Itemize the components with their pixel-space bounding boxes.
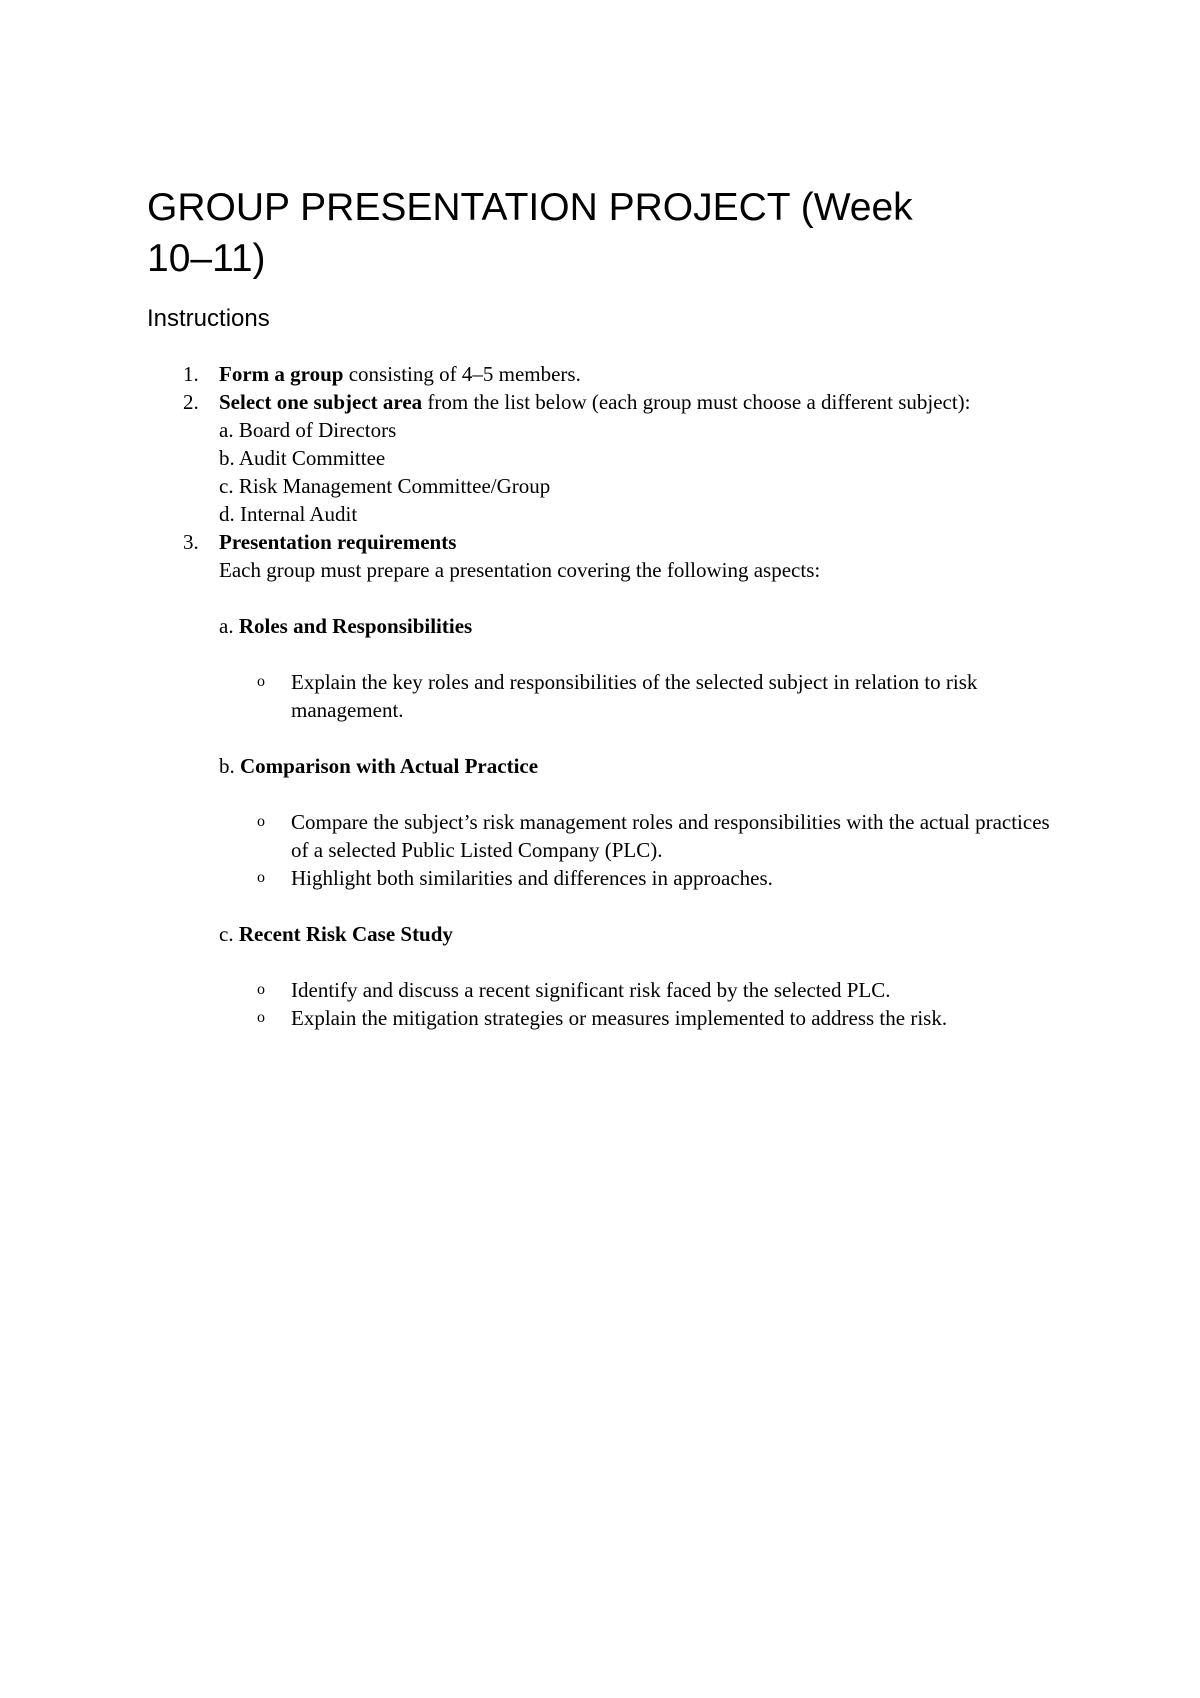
aspect-heading [219,752,1067,780]
step-bold-label: Presentation requirements [219,530,457,554]
subject-option: a. Board of Directors [219,418,397,442]
step-1 [147,360,1067,388]
aspect-comparison [219,752,1067,892]
aspect-letter: a. [219,614,239,638]
bullet-text: Explain the key roles and responsibilities of the selected subject in relation to risk management. [291,670,978,722]
aspect-letter: c. [219,922,239,946]
document-content [147,182,1067,1032]
instructions-list [147,360,1067,1032]
aspect-heading [219,612,1067,640]
aspect-title: Roles and Responsibilities [238,614,473,638]
circle-bullet-icon: o [257,869,265,886]
circle-bullet-icon: o [257,813,265,830]
aspect-points [219,808,1067,892]
section-heading-instructions: Instructions [147,305,270,332]
aspect-title: Comparison with Actual Practice [240,754,539,778]
aspect-title: Recent Risk Case Study [238,922,453,946]
bullet-text: Compare the subject’s risk management roles and responsibilities with the actual practices of a selected Public Listed Company (PLC). [291,810,1050,862]
step-bold-label: Form a group [219,362,344,386]
step-3 [147,528,1067,1032]
bullet-text: Explain the mitigation strategies or measures implemented to address the risk. [291,1006,948,1030]
aspect-points [219,976,1067,1032]
step-number: 2. [183,390,199,414]
document-title: GROUP PRESENTATION PROJECT (Week 10–11) [147,186,913,280]
bullet-point [219,668,1067,724]
step-bold-label: Select one subject area [219,390,423,414]
subject-option: c. Risk Management Committee/Group [219,474,551,498]
aspect-letter: b. [219,754,240,778]
bullet-text: Highlight both similarities and differences in approaches. [291,866,773,890]
step-2 [147,388,1067,528]
bullet-point [219,1004,1067,1032]
step-number: 3. [183,530,199,554]
step-text: consisting of 4–5 members. [343,362,581,386]
circle-bullet-icon: o [257,981,265,998]
circle-bullet-icon: o [257,1009,265,1026]
aspect-points [219,668,1067,724]
aspect-heading [219,920,1067,948]
aspect-case-study [219,920,1067,1032]
bullet-point [219,808,1067,864]
bullet-point [219,976,1067,1004]
subject-option: b. Audit Committee [219,446,386,470]
step-text: from the list below (each group must choose a different subject): [422,390,971,414]
bullet-point [219,864,1067,892]
bullet-text: Identify and discuss a recent significant risk faced by the selected PLC. [291,978,891,1002]
step-number: 1. [183,362,199,386]
aspect-roles [219,612,1067,724]
circle-bullet-icon: o [257,673,265,690]
step-text: Each group must prepare a presentation covering the following aspects: [219,558,821,582]
subject-option: d. Internal Audit [219,502,358,526]
